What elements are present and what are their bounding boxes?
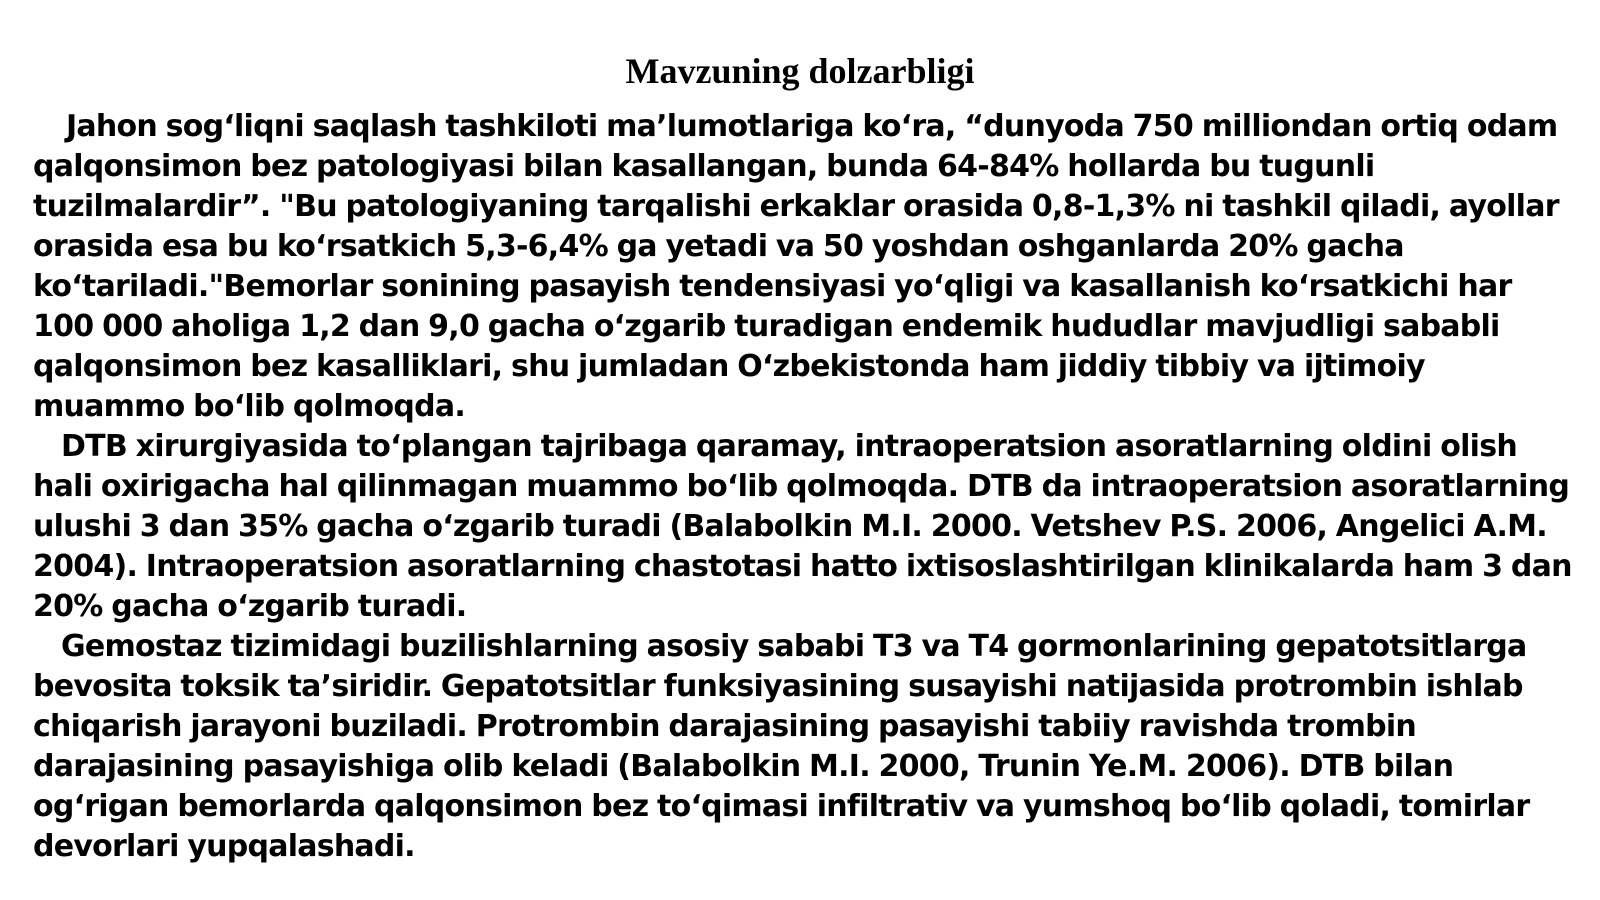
slide-title: Mavzuning dolzarbligi (625, 51, 975, 91)
paragraph-prevalence: Jahon sog‘liqni saqlash tashkiloti ma’lumotlariga ko‘ra, “dunyoda 750 milliondan ortiq odam qalqonsimon bez patologiyasi bilan kasallangan, bunda 64-84% hollarda bu tugunli tuzilmalardir”. "Bu patologiyaning tarqalishi erkaklar orasida 0,8-1,3% ni tashkil qiladi, ayollar orasida esa bu ko‘rsatkich 5,3-6,4% ga yetadi va 50 yoshdan oshganlarda 20% gacha ko‘tariladi."Bemorlar sonining pasayish tendensiyasi yo‘qligi va kasallanish ko‘rsatkichi har 100 000 aholiga 1,2 dan 9,0 gacha o‘zgarib turadigan endemik hududlar mavjudligi sababli qalqonsimon bez kasalliklari, shu jumladan O‘zbekistonda ham jiddiy tibbiy va ijtimoiy muammo bo‘lib qolmoqda. (33, 109, 1559, 424)
slide-body (33, 107, 1573, 867)
paragraph-intraoperative-complications: DTB xirurgiyasida to‘plangan tajribaga qaramay, intraoperatsion asoratlarning oldini olish hali oxirigacha hal qilinmagan muammo bo‘lib qolmoqda. DTB da intraoperatsion asoratlarning ulushi 3 dan 35% gacha o‘zgarib turadi (Balabolkin M.I. 2000. Vetshev P.S. 2006, Angelici A.M. 2004). Intraoperatsion asoratlarning chastotasi hatto ixtisoslashtirilgan klinikalarda ham 3 dan 20% gacha o‘zgarib turadi. (33, 429, 1572, 624)
paragraph-hemostasis: Gemostaz tizimidagi buzilishlarning asosiy sababi T3 va T4 gormonlarining gepatotsitlarga bevosita toksik ta’siridir. Gepatotsitlar funksiyasining susayishi natijasida protrombin ishlab chiqarish jarayoni buziladi. Protrombin darajasining pasayishi tabiiy ravishda trombin darajasining pasayishiga olib keladi (Balabolkin M.I. 2000, Trunin Ye.M. 2006). DTB bilan og‘rigan bemorlarda qalqonsimon bez to‘qimasi infiltrativ va yumshoq bo‘lib qoladi, tomirlar devorlari yupqalashadi. (33, 629, 1530, 864)
